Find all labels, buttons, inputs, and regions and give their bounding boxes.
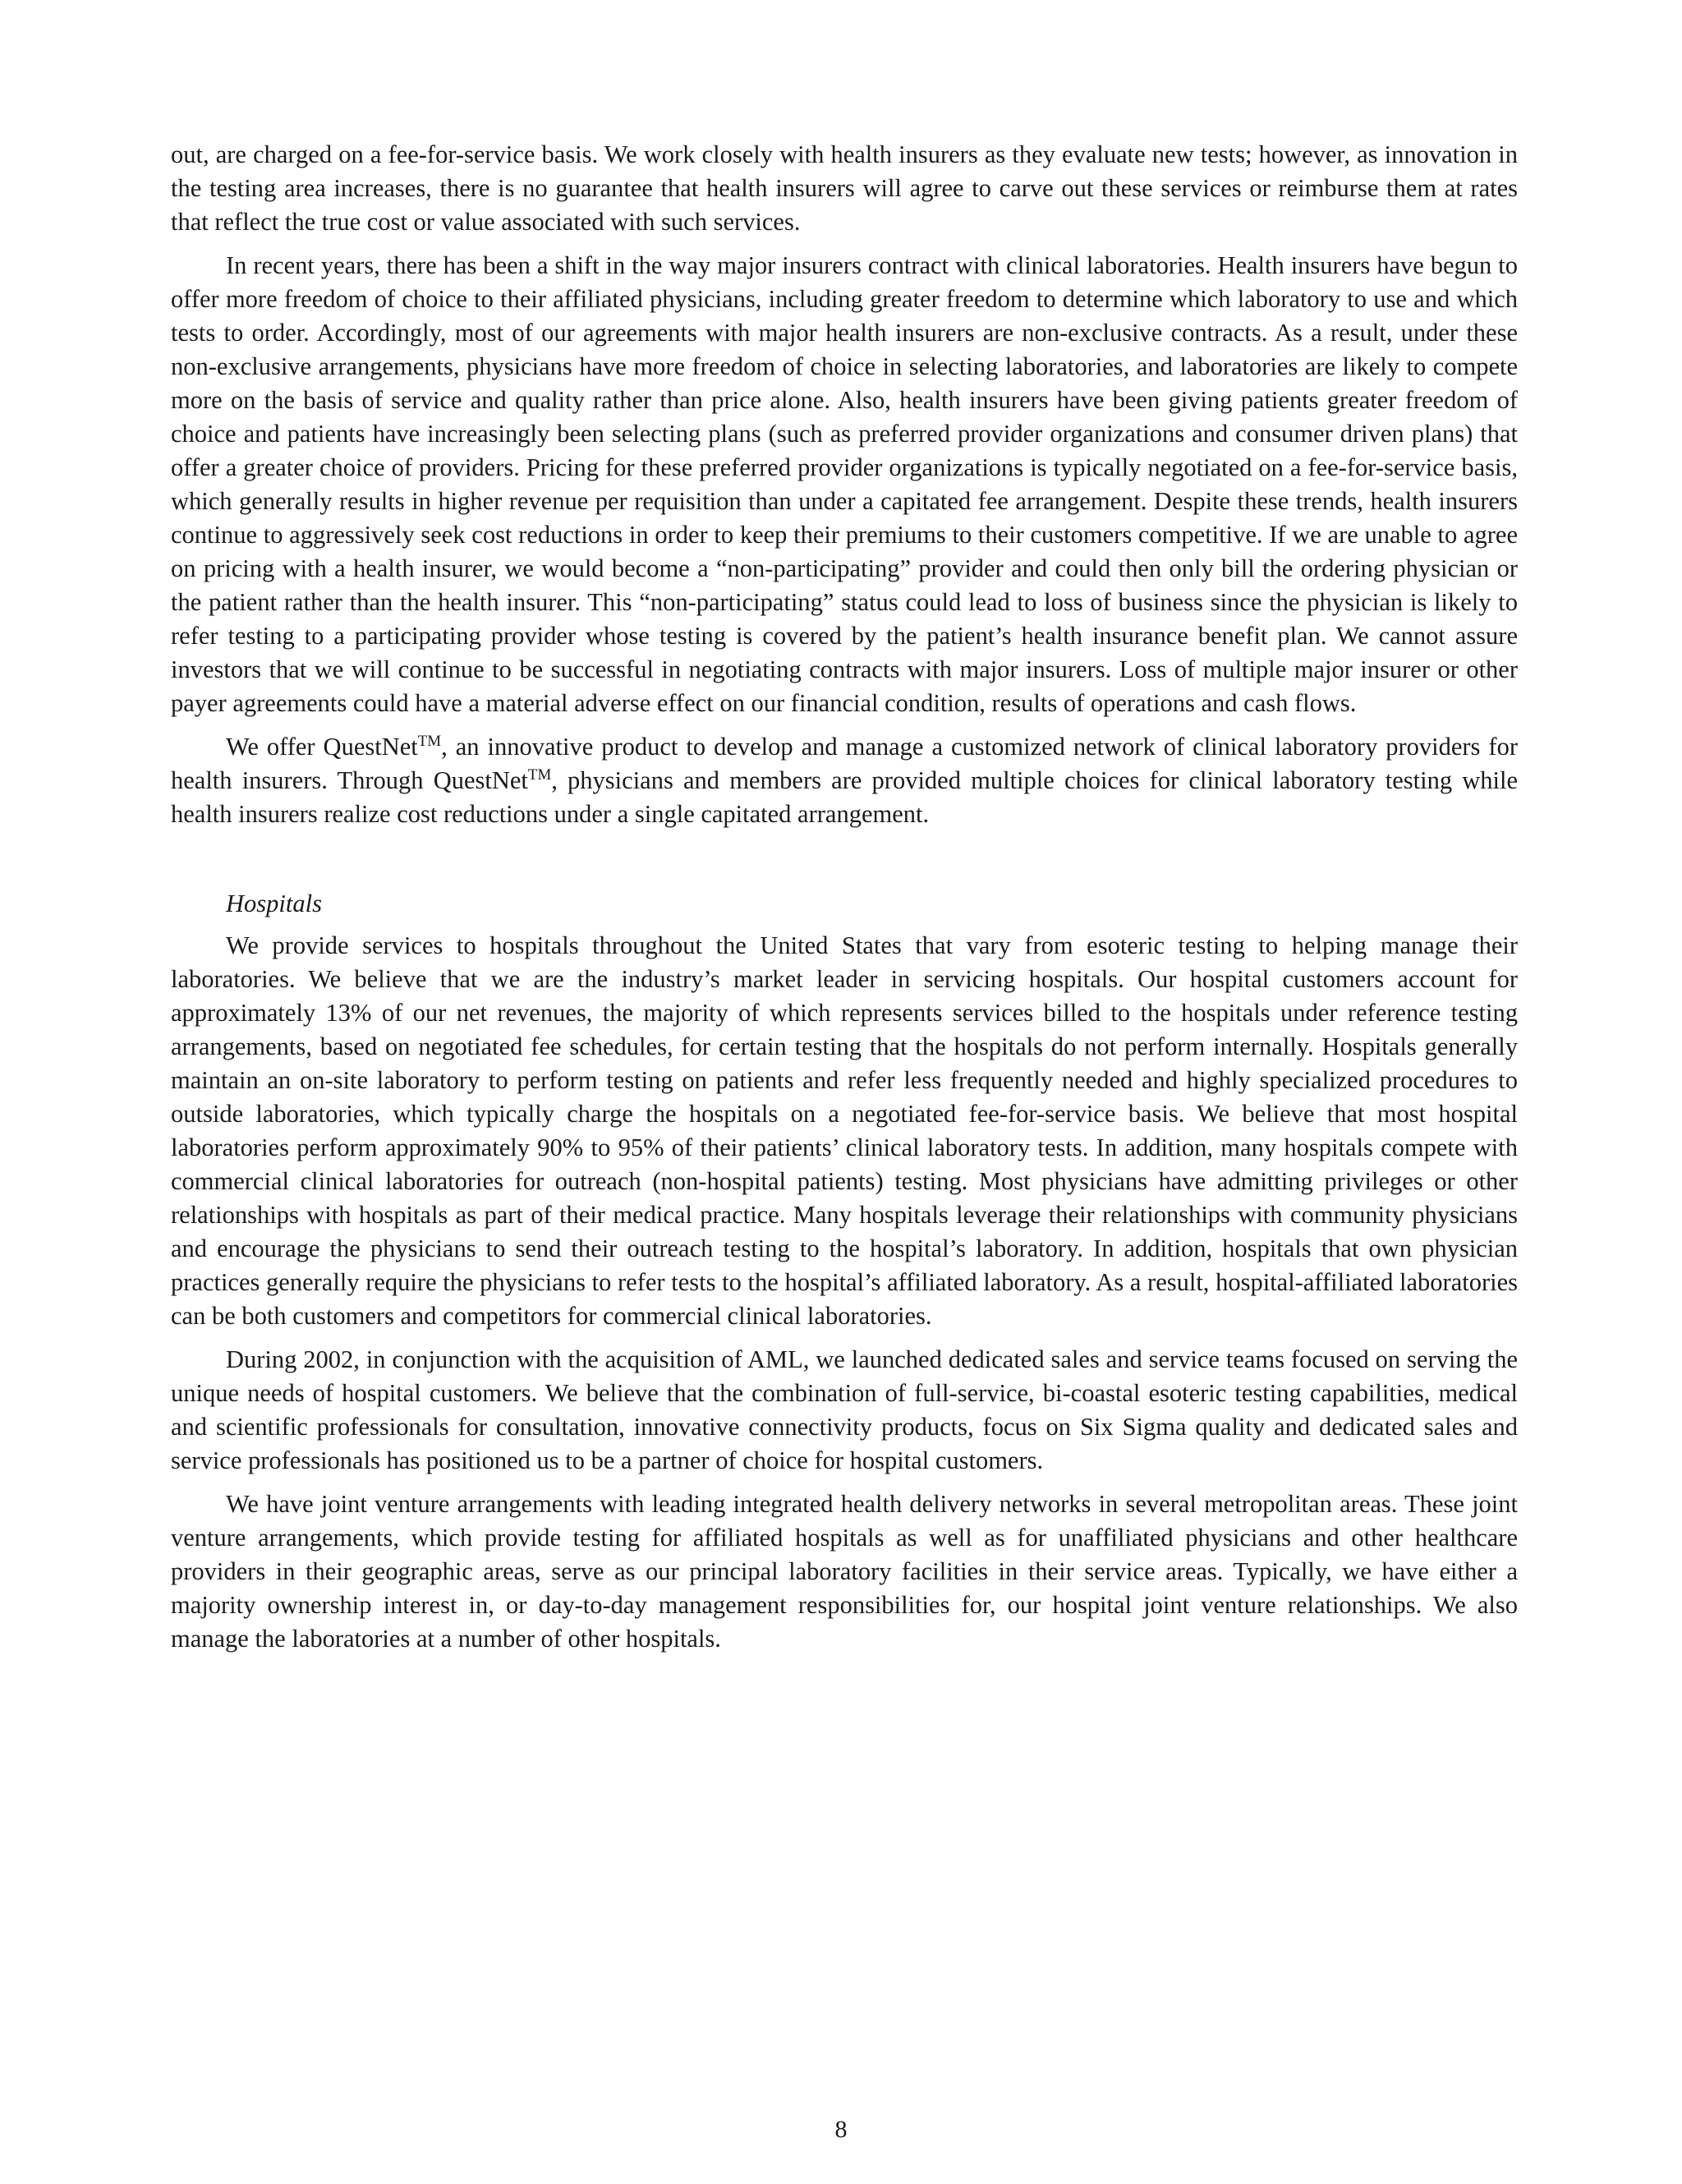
document-body <box>171 138 1518 1666</box>
questnet-text-a: We offer QuestNet <box>226 733 418 761</box>
paragraph-joint-ventures: We have joint venture arrangements with leading integrated health delivery networks in several metropolitan areas. These joint venture arrangements, which provide testing for affiliated hospitals as well as for unaffiliated physicians and other healthcare providers in their geographic areas, serve as our principal laboratory facilities in their service areas. Typically, we have either a majority ownership interest in, or day-to-day management responsibilities for, our hospital joint venture relationships. We also manage the laboratories at a number of other hospitals. <box>171 1490 1518 1653</box>
section-heading-hospitals: Hospitals <box>226 890 322 917</box>
questnet-text-b: , an innovative product to develop and manage a customized network of clinical laboratory providers for health insurers. Through QuestNet <box>171 733 1518 794</box>
paragraph-hospital-services: We provide services to hospitals throughout the United States that vary from esoteric testing to helping manage their laboratories. We believe that we are the industry’s market leader in servicing hospitals. Our hospital customers account for approximately 13% of our net revenues, the majority of which represents services billed to the hospitals under reference testing arrangements, based on negotiated fee schedules, for certain testing that the hospitals do not perform internally. Hospitals generally maintain an on-site laboratory to perform testing on patients and refer less frequently needed and highly specialized procedures to outside laboratories, which typically charge the hospitals on a negotiated fee-for-service basis. We believe that most hospital laboratories perform approximately 90% to 95% of their patients’ clinical laboratory tests. In addition, many hospitals compete with commercial clinical laboratories for outreach (non-hospital patients) testing. Most physicians have admitting privileges or other relationships with hospitals as part of their medical practice. Many hospitals leverage their relationships with community physicians and encourage the physicians to send their outreach testing to the hospital’s laboratory. In addition, hospitals that own physician practices generally require the physicians to refer tests to the hospital’s affiliated laboratory. As a result, hospital-affiliated laboratories can be both customers and competitors for commercial clinical laboratories. <box>171 931 1518 1330</box>
questnet-text-c: , physicians and members are provided multiple choices for clinical laboratory testing while health insurers realize cost reductions under a single capitated arrangement. <box>171 766 1518 828</box>
page-number: 8 <box>834 2116 848 2143</box>
trademark-mark: TM <box>417 732 442 750</box>
trademark-mark: TM <box>527 766 552 784</box>
paragraph-insurer-contracts: In recent years, there has been a shift in the way major insurers contract with clinical laboratories. Health insurers have begun to offer more freedom of choice to their affiliated physicians, including greater freedom to determine which laboratory to use and which tests to order. Accordingly, most of our agreements with major health insurers are non-exclusive contracts. As a result, under these non-exclusive arrangements, physicians have more freedom of choice in selecting laboratories, and laboratories are likely to compete more on the basis of service and quality rather than price alone. Also, health insurers have been giving patients greater freedom of choice and patients have increasingly been selecting plans (such as preferred provider organizations and consumer driven plans) that offer a greater choice of providers. Pricing for these preferred provider organizations is typically negotiated on a fee-for-service basis, which generally results in higher revenue per requisition than under a capitated fee arrangement. Despite these trends, health insurers continue to aggressively seek cost reductions in order to keep their premiums to their customers competitive. If we are unable to agree on pricing with a health insurer, we would become a “non-participating” provider and could then only bill the ordering physician or the patient rather than the health insurer. This “non-participating” status could lead to loss of business since the physician is likely to refer testing to a participating provider whose testing is covered by the patient’s health insurance benefit plan. We cannot assure investors that we will continue to be successful in negotiating contracts with major insurers. Loss of multiple major insurer or other payer agreements could have a material adverse effect on our financial condition, results of operations and cash flows. <box>171 251 1518 717</box>
paragraph-continuation: out, are charged on a fee-for-service basis. We work closely with health insurers as they evaluate new tests; however, as innovation in the testing area increases, there is no guarantee that health insurers will agree to carve out these services or reimburse them at rates that reflect the true cost or value associated with such services. <box>171 140 1518 236</box>
paragraph-hospital-sales-teams: During 2002, in conjunction with the acquisition of AML, we launched dedicated sales and service teams focused on serving the unique needs of hospital customers. We believe that the combination of full-service, bi-coastal esoteric testing capabilities, medical and scientific professionals for consultation, innovative connectivity products, focus on Six Sigma quality and dedicated sales and service professionals has positioned us to be a partner of choice for hospital customers. <box>171 1345 1518 1474</box>
paragraph-questnet <box>171 730 1518 831</box>
